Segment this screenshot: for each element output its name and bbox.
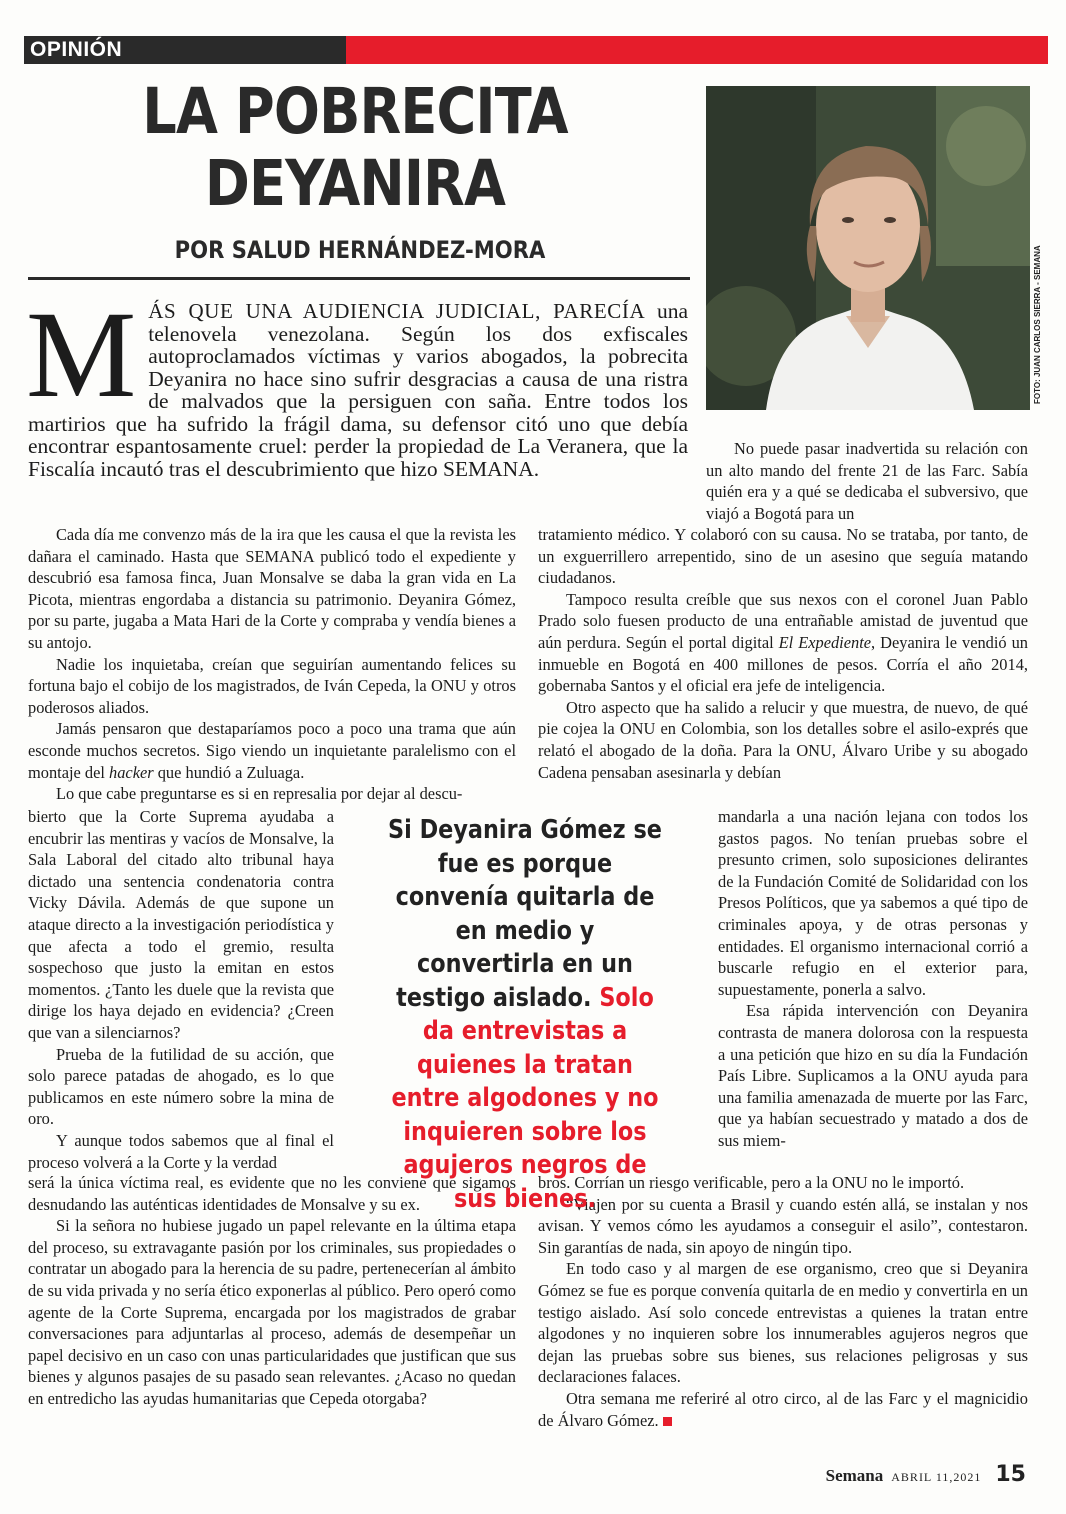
magazine-name: Semana (825, 1466, 884, 1485)
author-photo (706, 86, 1030, 410)
lead-caps: ÁS QUE UNA AUDIENCIA JUDICIAL, PARECÍA (148, 299, 646, 323)
paragraph: “Viajen por su cuenta a Brasil y cuando estén allá, se instalan y nos avisan. Y vemos cómo les ayudamos a conseguir el asilo”, contestaron. Sin garantías de nada, sin apoyo de ningún tipo. (538, 1194, 1028, 1257)
emphasis: hacker (109, 762, 154, 782)
emphasis: El Expediente (778, 632, 872, 652)
paragraph: Otra semana me referiré al otro circo, al de las Farc y el magnicidio de Álvaro Gómez. (538, 1388, 1028, 1430)
column-right-top (706, 438, 1028, 524)
paragraph: Esa rápida intervención con Deyanira contrasta de manera dolorosa con la respuesta a una petición que hizo en su día la Fundación País Libre. Suplicamos a la ONU ayuda para una familia amenazada de muerte por las Farc, que ya habían secuestrado y matado a dos de sus miem- (718, 1001, 1028, 1150)
headline-line2: DEYANIRA (204, 147, 506, 220)
column1-middle (28, 806, 334, 1173)
pull-quote (383, 814, 667, 1216)
headline-rule (28, 277, 690, 280)
byline: POR SALUD HERNÁNDEZ-MORA (174, 236, 546, 264)
paragraph: Tampoco resulta creíble que sus nexos con el coronel Juan Pablo Prado solo fuesen producto de una entrañable amistad de juventud que aún perdura. Según el portal digital El Expediente, Deyanira le vendió un inmueble en Bogotá en 400 millones de pesos. Corría el año 2014, gobernaba Santos y el oficial era jefe de inteligencia. (538, 589, 1028, 696)
headline (101, 76, 608, 220)
paragraph: bros. Corrían un riesgo verificable, pero a la ONU no le importó. (538, 1173, 965, 1192)
paragraph: Prueba de la futilidad de su acción, que solo parece patadas de ahogado, es lo que publicamos en este número sobre la mina de oro. (28, 1044, 334, 1129)
section-header-bar (24, 36, 1048, 64)
drop-cap: M (26, 286, 137, 423)
paragraph: Cada día me convenzo más de la ira que les causa el que la revista les dañara el caminado. Hasta que SEMANA publicó todo el expediente y descubrió esa famosa finca, Juan Monsalve se daba la gran vida en La Picota, mientras engordaba a distancia su patrimonio. Deyanira Gómez, por su parte, jugaba a Mata Hari de la Corte y compraba y vendía bienes a su antojo. (28, 525, 516, 652)
paragraph: será la única víctima real, es evidente que no les conviene que sigamos desnudando las auténticas identidades de Monsalve y su ex. (28, 1173, 516, 1214)
paragraph: Otro aspecto que ha salido a relucir y que muestra, de nuevo, de qué pie cojea la ONU en Colombia, son los detalles sobre el asilo-exprés que relató el abogado de la doña. Para la ONU, Álvaro Uribe y su abogado Cadena pensaban asesinarla y debían (538, 697, 1028, 782)
end-mark-icon (663, 1417, 672, 1426)
lead-text: una telenovela venezolana. Según los dos exfiscales autoproclamados víctimas y varios abogados, la pobrecita Deyanira no hace sino sufrir desgracias a causa de una ristra de malvados que la persiguen con saña. Entre todos los martirios que ha sufrido la frágil dama, su defensor citó uno que debía encontrar espantosamente cruel: perder la propiedad de La Veranera, que la Fiscalía incautó tras el descubrimiento que hizo SEMANA. (28, 299, 688, 481)
paragraph: En todo caso y al margen de ese organismo, creo que si Deyanira Gómez se fue es porque convenía quitarla de en medio y convertirla en un testigo aislado. Así solo concede entrevistas a quienes la tratan entre algodones y no inquieren sobre los innumerables agujeros negros que dejan las pruebas sobre sus bienes, sus relaciones peligrosas y sus declaraciones falaces. (538, 1259, 1028, 1387)
column2-middle (718, 806, 1028, 1152)
column1-top (28, 524, 516, 805)
photo-credit: FOTO: JUAN CARLOS SIERRA - SEMANA (1033, 245, 1042, 404)
page-number: 15 (995, 1462, 1026, 1487)
column2-top (538, 524, 1028, 783)
paragraph: bierto que la Corte Suprema ayudaba a encubrir las mentiras y vacíos de Monsalve, la Sala Laboral del citado alto tribunal haya dictado una sentencia condenatoria contra Vicky Dávila. Además de que supone un ataque directo a la investigación periodística y que afecta a todo el gremio, resulta sospechoso que justo la emitan en estos momentos. ¿Tanto les duele que la revista que dirige los haya dejado en evidencia? ¿Creen que van a silenciarnos? (28, 807, 334, 1042)
paragraph: Si la señora no hubiese jugado un papel relevante en la última etapa del proceso, su extravagante pasión por los criminales, sus propiedades o contratar un abogado para la herencia de su padre, pertenecerían al ámbito de su vida privada y no sería ético exponerlas al público. Pero operó como agente de la Corte Suprema, encargada por los magistrados de grabar conversaciones para adjuntarlas al proceso, además de desempeñar un papel decisivo en un caso con unas particularidades que justifican que sus bienes y algunos pasajes de su pasado sean relevantes. ¿Acaso no quedan en entredicho las ayudas humanitarias que Cepeda otorgaba? (28, 1216, 516, 1408)
paragraph: tratamiento médico. Y colaboró con su causa. No se trataba, por tanto, de un exguerrillero arrepentido, sino de un asesino que seguía matando ciudadanos. (538, 525, 1028, 588)
paragraph: Nadie los inquietaba, creían que seguirían aumentando felices su fortuna bajo el cobijo de los magistrados, de Iván Cepeda, la ONU y otros poderosos aliados. (28, 654, 516, 717)
pull-quote-red: Solo da entrevistas a quienes la tratan entre algodones y no inquieren sobre los agujeros negros de sus bienes. (391, 982, 659, 1214)
paragraph: Lo que cabe preguntarse es si en represalia por dejar al descu- (56, 784, 463, 804)
lead-paragraph (26, 286, 688, 481)
pull-quote-black: Si Deyanira Gómez se fue es porque convenía quitarla de en medio y convertirla en un testigo aislado. (388, 815, 662, 1013)
paragraph: No puede pasar inadvertida su relación con un alto mando del frente 21 de las Farc. Sabía quién era y a qué se dedicaba el subversivo, que viajó a Bogotá para un (706, 439, 1028, 523)
section-label: OPINIÓN (30, 38, 123, 61)
author-portrait-illustration (706, 86, 1030, 410)
paragraph: mandarla a una nación lejana con todos los gastos pagos. No tenían pruebas sobre el presunto crimen, solo suposiciones delirantes de la Fundación Comité de Solidaridad con los Presos Políticos, que ya sabemos a qué tipo de criminales apoya, y de otras personas y entidades. El organismo internacional corrió a buscarle refugio en el exterior para, supuestamente, ponerla a salvo. (718, 807, 1028, 999)
headline-line1: LA POBRECITA (142, 75, 568, 148)
issue-date: ABRIL 11,2021 (891, 1470, 982, 1484)
section-header-red (346, 36, 1048, 64)
paragraph: Jamás pensaron que destaparíamos poco a poco una trama que aún esconde muchos secretos. Sigo viendo un inquietante paralelismo con el montaje del hacker que hundió a Zuluaga. (28, 719, 516, 782)
page-footer (826, 1462, 1026, 1487)
paragraph: Y aunque todos sabemos que al final el proceso volverá a la Corte y la verdad (28, 1130, 334, 1172)
